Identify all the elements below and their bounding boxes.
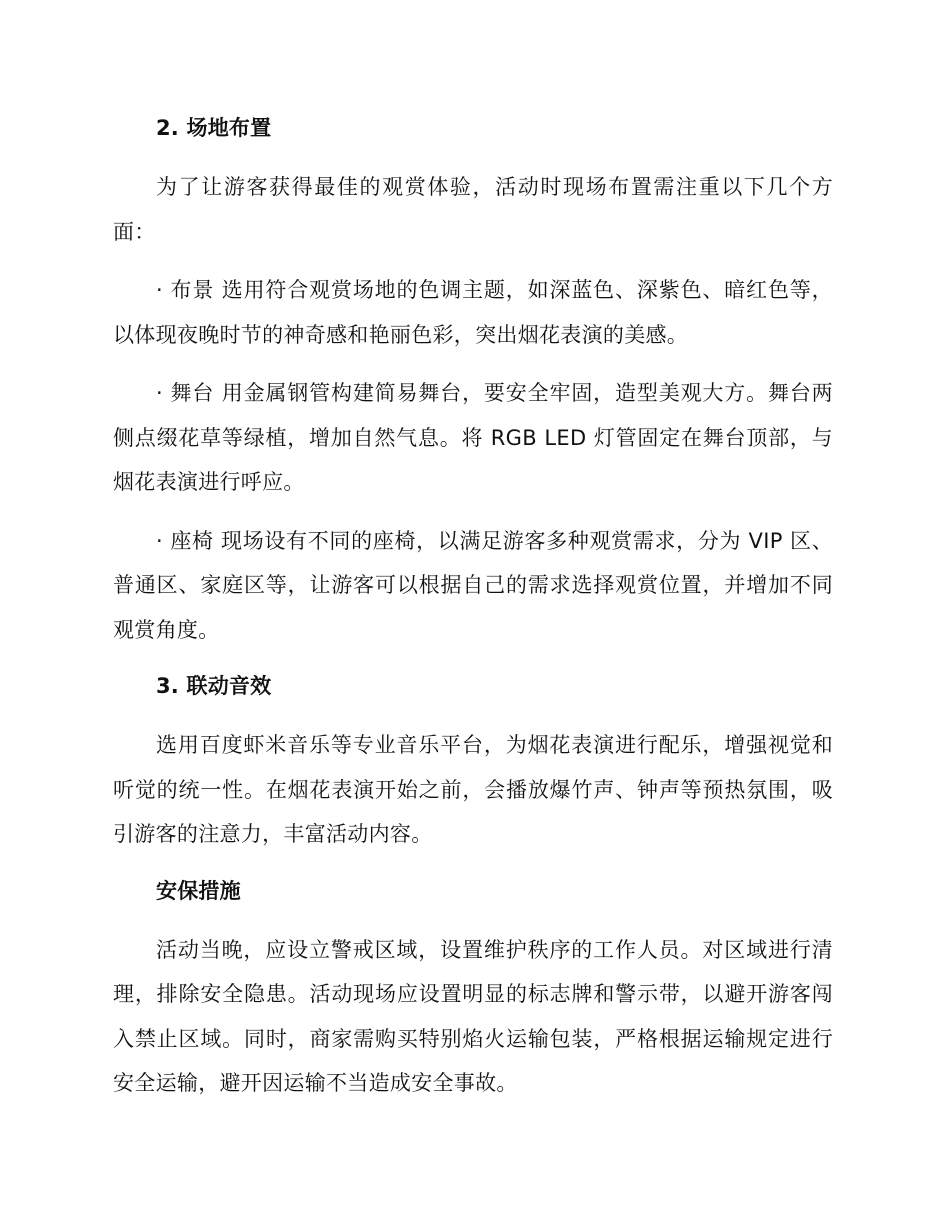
section-heading-audio: 3. 联动音效 [156,674,272,698]
security-paragraph: 活动当晚，应设立警戒区域，设置维护秩序的工作人员。对区域进行清理，排除安全隐患。活动现场应设置明显的标志牌和警示带，以避开游客闯入禁止区域。同时，商家需购买特别焰火运输包装，严格根据运输规定进行安全运输，避开因运输不当造成安全事故。 [113,937,833,1095]
section-heading-security: 安保措施 [156,878,241,903]
venue-bullet-scenery: · 布景 选用符合观赏场地的色调主题，如深蓝色、深紫色、暗红色等，以体现夜晚时节的神奇感和艳丽色彩，突出烟花表演的美感。 [113,278,833,347]
audio-paragraph: 选用百度虾米音乐等专业音乐平台，为烟花表演进行配乐，增强视觉和听觉的统一性。在烟花表演开始之前，会播放爆竹声、钟声等预热氛围，吸引游客的注意力，丰富活动内容。 [113,733,833,846]
document-page [113,108,833,1106]
venue-bullet-seats: · 座椅 现场设有不同的座椅，以满足游客多种观赏需求，分为 VIP 区、普通区、家庭区等，让游客可以根据自己的需求选择观赏位置，并增加不同观赏角度。 [113,528,833,642]
venue-intro-paragraph: 为了让游客获得最佳的观赏体验，活动时现场布置需注重以下几个方面： [113,175,833,244]
section-heading-venue: 2. 场地布置 [156,116,272,140]
venue-bullet-stage: · 舞台 用金属钢管构建简易舞台，要安全牢固，造型美观大方。舞台两侧点缀花草等绿植，增加自然气息。将 RGB LED 灯管固定在舞台顶部，与烟花表演进行呼应。 [113,381,833,494]
